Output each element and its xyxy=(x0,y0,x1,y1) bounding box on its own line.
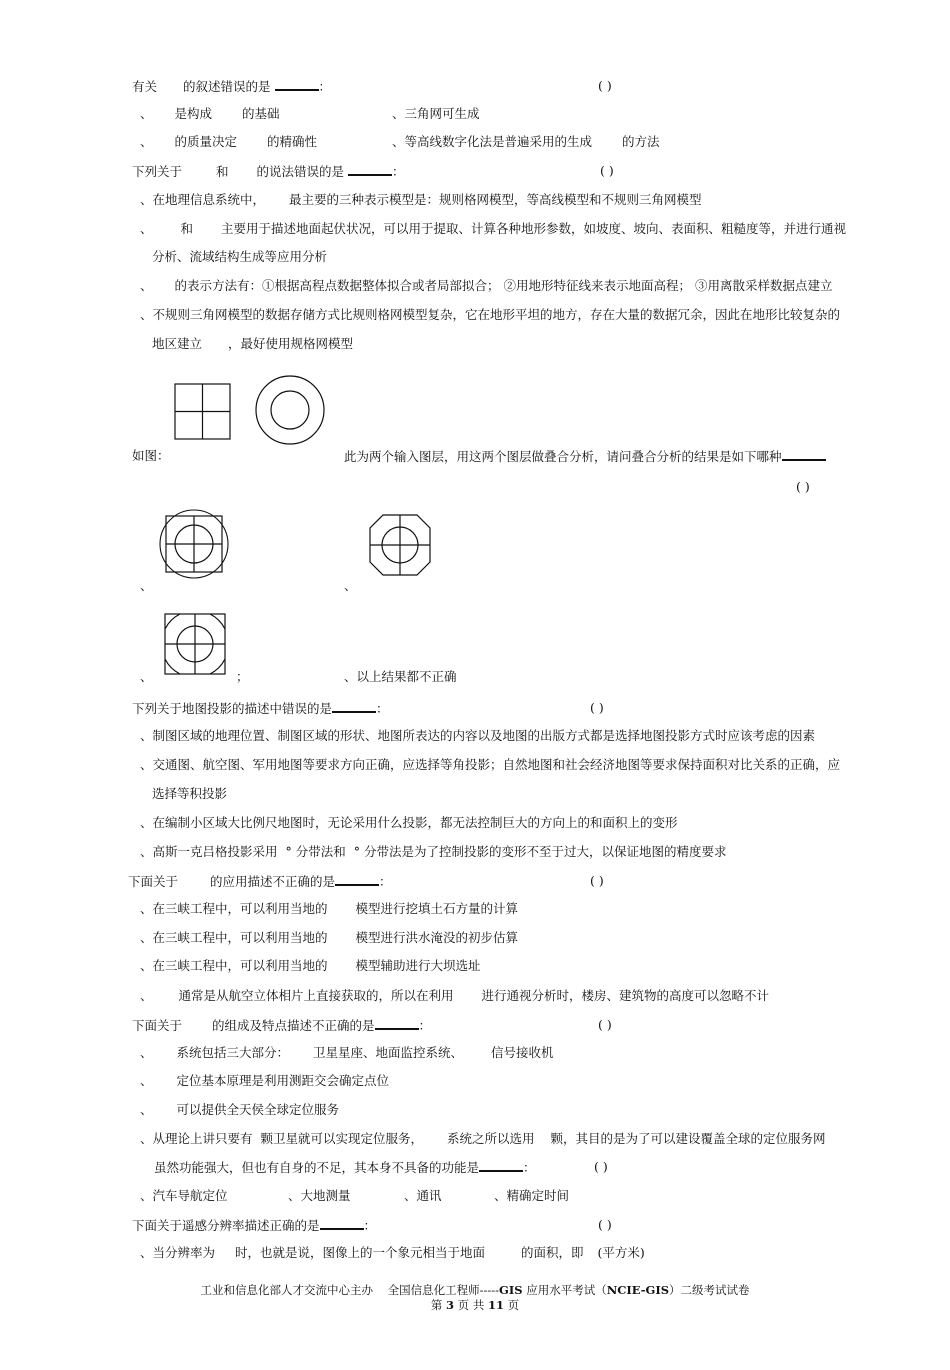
q1-answer-paren[interactable]: ( ) xyxy=(598,78,612,93)
q6-answer-paren[interactable]: ( ) xyxy=(598,1017,612,1032)
q7-stem: 虽然功能强大，但也有自身的不足，其本身不具备的功能是 ： xyxy=(154,1160,536,1175)
q3-label: 如图： xyxy=(132,448,170,463)
answer-blank[interactable] xyxy=(348,163,392,176)
answer-blank[interactable] xyxy=(320,1217,364,1230)
q1-stem: 有关 的叙述错误的是 ： xyxy=(132,79,332,94)
q3-answer-paren[interactable]: ( ) xyxy=(796,479,810,494)
q7-option-b: 、大地测量 xyxy=(288,1188,351,1203)
q2-option-d-cont: 地区建立 ，最好使用规格网模型 xyxy=(152,336,354,351)
q4-answer-paren[interactable]: ( ) xyxy=(590,700,604,715)
q6-stem: 下面关于 的组成及特点描述不正确的是 ： xyxy=(132,1018,432,1033)
q6-option-b: 、 定位基本原理是利用测距交会确定点位 xyxy=(140,1073,390,1088)
q3-option-d: 、以上结果都不正确 xyxy=(344,669,457,684)
q6-option-c: 、 可以提供全天侯全球定位服务 xyxy=(140,1102,340,1117)
q3-option-b: 、 xyxy=(344,578,357,593)
answer-blank[interactable] xyxy=(479,1159,523,1172)
q4-option-a: 、制图区域的地理位置、制图区域的形状、地图所表达的内容以及地图的出版方式都是选择地图投影方式时应该考虑的因素 xyxy=(140,728,816,743)
answer-blank[interactable] xyxy=(335,873,379,886)
q5-answer-paren[interactable]: ( ) xyxy=(590,873,604,888)
q2-answer-paren[interactable]: ( ) xyxy=(600,163,614,178)
q5-option-a: 、在三峡工程中，可以利用当地的 模型进行挖填土石方量的计算 xyxy=(140,901,519,916)
q2-option-a: 、在地理信息系统中， 最主要的三种表示模型是：规则格网模型，等高线模型和不规则三角网模型 xyxy=(140,192,702,207)
q7-option-a: 、汽车导航定位 xyxy=(140,1188,228,1203)
q3-option-a: 、 xyxy=(140,578,153,593)
q5-option-c: 、在三峡工程中，可以利用当地的 模型辅助进行大坝选址 xyxy=(140,958,481,973)
answer-blank[interactable] xyxy=(782,448,826,461)
q5-stem: 下面关于 的应用描述不正确的是 ： xyxy=(128,874,392,889)
q4-option-c: 、在编制小区域大比例尺地图时，无论采用什么投影，都无法控制巨大的方向上的和面积上的变形 xyxy=(140,815,678,830)
q2-stem: 下列关于 和 的说法错误的是 ： xyxy=(132,164,405,179)
q8-answer-paren[interactable]: ( ) xyxy=(598,1217,612,1232)
q1-option-a: 、 是构成 的基础 xyxy=(140,106,280,121)
q4-stem: 下列关于地图投影的描述中错误的是 ： xyxy=(132,701,389,716)
page-number: 第 3 页 共 11 页 xyxy=(430,1298,520,1312)
q1-option-d: 、等高线数字化法是普遍采用的生成 的方法 xyxy=(392,134,660,149)
q8-stem: 下面关于遥感分辨率描述正确的是 ： xyxy=(132,1218,377,1233)
q2-option-c: 、 的表示方法有：①根据高程点数据整体拟合或者局部拟合； ②用地形特征线来表示地面高程； ③用离散采样数据点建立 xyxy=(140,278,833,293)
input-layer-grid-figure xyxy=(174,383,232,441)
q3-stem: 此为两个输入图层，用这两个图层做叠合分析，请问叠合分析的结果是如下哪种 xyxy=(344,448,826,465)
q3-option-c-end: ； xyxy=(236,669,249,684)
q4-option-d: 、高斯一克吕格投影采用 ° 分带法和 ° 分带法是为了控制投影的变形不至于过大，以保证地图的精度要求 xyxy=(140,844,727,859)
answer-blank[interactable] xyxy=(332,700,376,713)
q2-option-b: 、 和 主要用于描述地面起伏状况，可以用于提取、计算各种地形参数，如坡度、坡向、表面积、粗糙度等，并进行通视 xyxy=(140,221,847,236)
q6-option-d: 、从理论上讲只要有 颗卫星就可以实现定位服务， 系统之所以选用 颗，其目的是为了可以建设覆盖全球的定位服务网 xyxy=(140,1131,826,1146)
q1-option-c: 、 的质量决定 的精确性 xyxy=(140,134,318,149)
q2-option-d: 、不规则三角网模型的数据存储方式比规则格网模型复杂，它在地形平坦的地方，存在大量的数据冗余，因此在地形比较复杂的 xyxy=(140,307,841,322)
q5-option-b: 、在三峡工程中，可以利用当地的 模型进行洪水淹没的初步估算 xyxy=(140,930,519,945)
q7-option-d: 、精确定时间 xyxy=(494,1188,570,1203)
q2-option-b-cont: 分析、流域结构生成等应用分析 xyxy=(152,249,328,264)
q4-option-b: 、交通图、航空图、军用地图等要求方向正确，应选择等角投影；自然地图和社会经济地图等要求保持面积对比关系的正确，应 xyxy=(140,757,841,772)
q4-option-b-cont: 选择等积投影 xyxy=(152,786,228,801)
option-a-figure xyxy=(158,508,230,580)
answer-blank[interactable] xyxy=(275,78,319,91)
q7-option-c: 、通讯 xyxy=(404,1188,442,1203)
q3-option-c: 、 xyxy=(140,669,153,684)
q8-option-a: 、当分辨率为 时，也就是说，图像上的一个象元相当于地面 的面积，即 (平方米) xyxy=(140,1245,645,1260)
option-c-figure xyxy=(164,613,226,675)
page-footer: 工业和信息化部人才交流中心主办 全国信息化工程师-----GIS 应用水平考试（NCIE-GIS）二级考试试卷 xyxy=(200,1283,750,1297)
q1-option-b: 、三角网可生成 xyxy=(392,106,480,121)
q6-option-a: 、 系统包括三大部分： 卫星星座、地面监控系统、 信号接收机 xyxy=(140,1045,554,1060)
answer-blank[interactable] xyxy=(375,1017,419,1030)
input-layer-ring-figure xyxy=(254,374,326,446)
option-b-figure xyxy=(369,514,431,576)
q7-answer-paren[interactable]: ( ) xyxy=(594,1159,608,1174)
q5-option-d: 、 通常是从航空立体相片上直接获取的，所以在利用 进行通视分析时，楼房、建筑物的高度可以忽略不计 xyxy=(140,988,770,1003)
